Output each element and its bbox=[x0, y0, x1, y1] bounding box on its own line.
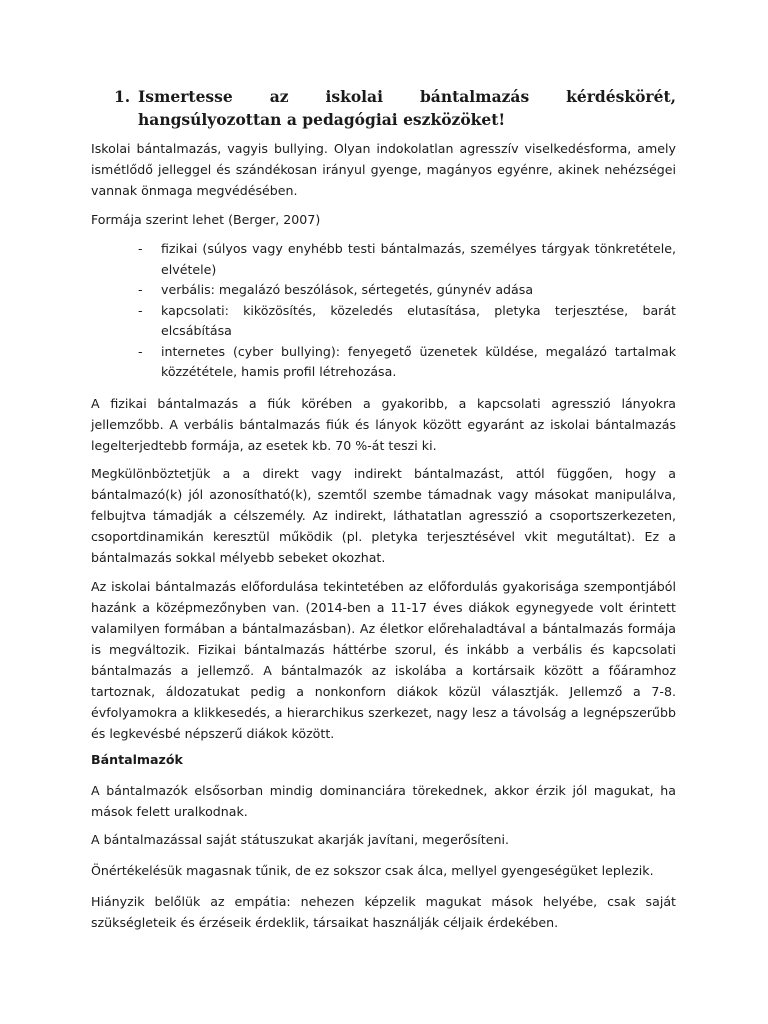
list-item-text: kapcsolati: kiközösítés, közeledés elutasítása, pletyka terjesztése, barát elcsábítása bbox=[161, 302, 676, 338]
list-item bbox=[138, 342, 676, 383]
forms-intro-paragraph: Formája szerint lehet (Berger, 2007) bbox=[91, 212, 321, 227]
list-item bbox=[138, 239, 676, 280]
section-subheading: Bántalmazók bbox=[91, 752, 183, 767]
list-dash: - bbox=[138, 343, 143, 359]
direct-indirect-paragraph: Megkülönböztetjük a a direkt vagy indirekt bántalmazást, attól függően, hogy a bántalmazó(k) jól azonosítható(k), szemtől szembe támadnak vagy másokat manipulálva, felbujtva támadják a célszemély. Az indirekt, láthatatlan agresszió a csoportszerkezeten, csoportdinamikán keresztül működik (pl. pletyka terjesztésével vkit megutáltat). Ez a bántalmazás sokkal mélyebb sebeket okozhat. bbox=[91, 466, 676, 565]
list-dash: - bbox=[138, 302, 143, 318]
empathy-paragraph: Hiányzik belőlük az empátia: nehezen képzelik magukat mások helyébe, csak saját szükségleteik és érzéseik érdeklik, társaikat használják céljaik érdekében. bbox=[91, 894, 676, 930]
list-item-text: verbális: megalázó beszólások, sértegetés, gúnynév adása bbox=[161, 282, 534, 297]
dominance-paragraph: A bántalmazók elsősorban mindig dominanciára törekednek, akkor érzik jól magukat, ha mások felett uralkodnak. bbox=[91, 783, 676, 819]
status-paragraph: A bántalmazással saját státuszukat akarják javítani, megerősíteni. bbox=[91, 832, 509, 847]
heading-text: Ismertesse az iskolai bántalmazás kérdéskörét, hangsúlyozottan a pedagógiai eszközöket! bbox=[138, 87, 676, 129]
list-item bbox=[138, 280, 676, 301]
forms-list bbox=[138, 239, 676, 383]
prevalence-paragraph: Az iskolai bántalmazás előfordulása tekintetében az előfordulás gyakorisága szempontjából hazánk a középmezőnyben van. (2014-ben a 11-17 éves diákok egynegyede volt érintett valamilyen formában a bántalmazásban). Az életkor előrehaladtával a bántalmazás formája is megváltozik. Fizikai bántalmazás háttérbe szorul, és inkább a verbális és kapcsolati bántalmazás a jellemző. A bántalmazók az iskolába a kortársaik között a főáramhoz tartoznak, áldozatukat pedig a nonkonforn diákok közül választják. Jellemző a 7-8. évfolyamokra a klikkesedés, a hierarchikus szerkezet, nagy lesz a távolság a legnépszerűbb és legkevésbé népszerű diákok között. bbox=[91, 579, 676, 741]
list-dash: - bbox=[138, 241, 143, 256]
list-item bbox=[138, 301, 676, 342]
list-dash: - bbox=[138, 282, 143, 297]
question-heading bbox=[114, 85, 676, 131]
definition-paragraph: Iskolai bántalmazás, vagyis bullying. Olyan indokolatlan agresszív viselkedésforma, amely ismétlődő jelleggel és szándékosan irányul gyenge, magányos egyénre, akinek nehézségei vannak önmaga megvédésében. bbox=[91, 141, 676, 198]
list-item-text: fizikai (súlyos vagy enyhébb testi bántalmazás, személyes tárgyak tönkretétele, elvétele) bbox=[161, 241, 676, 277]
list-item-text: internetes (cyber bullying): fenyegető üzenetek küldése, megalázó tartalmak közzététele, hamis profil létrehozása. bbox=[161, 343, 676, 379]
selfesteem-paragraph: Önértékelésük magasnak tűnik, de ez sokszor csak álca, mellyel gyengeségüket leplezik. bbox=[91, 863, 654, 878]
gender-paragraph: A fizikai bántalmazás a fiúk körében a gyakoribb, a kapcsolati agresszió lányokra jellemzőbb. A verbális bántalmazás fiúk és lányok között egyaránt az iskolai bántalmazás legelterjedtebb formája, az esetek kb. 70 %-át teszi ki. bbox=[91, 396, 676, 453]
heading-number: 1. bbox=[114, 87, 131, 106]
